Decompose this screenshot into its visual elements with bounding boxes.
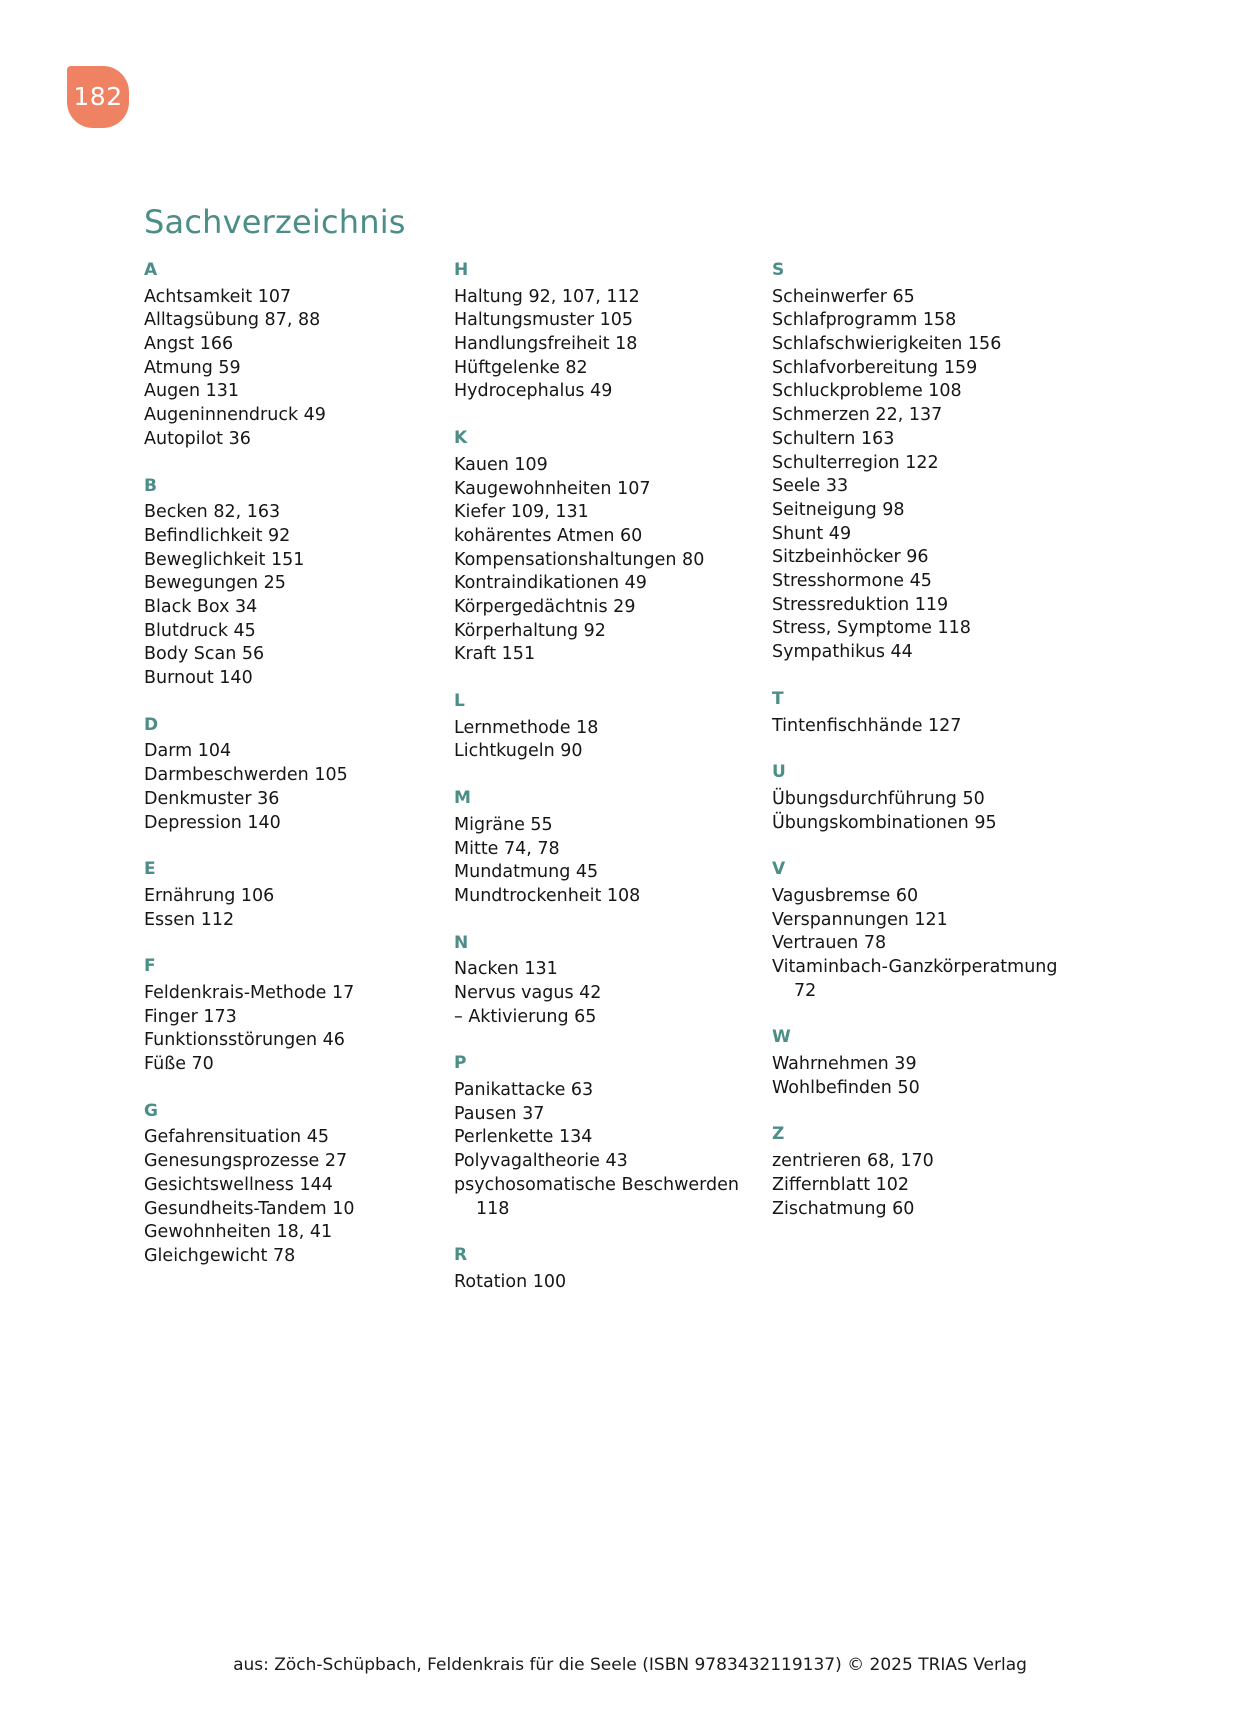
letter-group <box>144 954 454 1076</box>
index-entry: Kompensationshaltungen 80 <box>454 549 705 570</box>
index-entry: Kaugewohnheiten 107 <box>454 478 651 499</box>
index-entry: Verspannungen 121 <box>772 909 948 930</box>
index-entry: Stresshormone 45 <box>772 571 932 592</box>
letter-heading: V <box>772 859 786 880</box>
index-entry: Shunt 49 <box>772 523 852 544</box>
index-entry: Body Scan 56 <box>144 644 265 665</box>
letter-group <box>144 258 454 452</box>
letter-group <box>772 857 1102 1003</box>
letter-heading: T <box>772 688 784 709</box>
index-entry: Burnout 140 <box>144 668 253 689</box>
index-entry: Stress, Symptome 118 <box>772 618 971 639</box>
index-column-1 <box>144 258 454 1295</box>
index-entry: Denkmuster 36 <box>144 788 280 809</box>
index-entry: – Aktivierung 65 <box>454 1006 597 1027</box>
index-entry: Alltagsübung 87, 88 <box>144 310 321 331</box>
letter-heading: P <box>454 1053 467 1074</box>
letter-heading: S <box>772 260 785 280</box>
index-entry: Nervus vagus 42 <box>454 982 602 1003</box>
index-entry: Sitzbeinhöcker 96 <box>772 547 929 568</box>
index-entry: Angst 166 <box>144 334 234 355</box>
letter-group <box>772 687 1102 738</box>
index-entry: Kraft 151 <box>454 644 536 665</box>
letter-heading: K <box>454 428 468 449</box>
index-entry: Gefahrensituation 45 <box>144 1127 329 1148</box>
index-entry: Tintenfischhände 127 <box>772 715 962 736</box>
index-entry: Bewegungen 25 <box>144 573 286 594</box>
index-entry: Achtsamkeit 107 <box>144 286 292 307</box>
letter-group <box>144 713 454 835</box>
index-column-3 <box>772 258 1102 1295</box>
letter-heading: H <box>454 260 469 280</box>
index-entry: Schlafschwierigkeiten 156 <box>772 334 1002 355</box>
index-entry: Feldenkrais-Methode 17 <box>144 982 355 1003</box>
index-entry: 72 <box>794 980 817 1001</box>
letter-heading: U <box>772 762 787 783</box>
index-entry: Augen 131 <box>144 381 239 402</box>
index-entry: Vertrauen 78 <box>772 933 887 954</box>
letter-heading: G <box>144 1100 159 1121</box>
index-entry: Gleichgewicht 78 <box>144 1245 296 1266</box>
index-entry: Kauen 109 <box>454 454 548 475</box>
letter-group <box>454 1243 772 1294</box>
index-entry: Mundatmung 45 <box>454 862 599 883</box>
letter-heading: R <box>454 1245 468 1266</box>
letter-heading: D <box>144 714 159 735</box>
letter-group <box>772 1025 1102 1100</box>
index-entry: Gewohnheiten 18, 41 <box>144 1222 333 1243</box>
index-entry: Wohlbefinden 50 <box>772 1077 920 1098</box>
index-entry: Seitneigung 98 <box>772 499 905 520</box>
letter-heading: E <box>144 859 156 880</box>
index-entry: Befindlichkeit 92 <box>144 525 291 546</box>
index-entry: Mitte 74, 78 <box>454 838 560 859</box>
letter-heading: F <box>144 956 156 977</box>
index-entry: Haltung 92, 107, 112 <box>454 286 640 307</box>
index-entry: Gesichtswellness 144 <box>144 1174 333 1195</box>
index-entry: Füße 70 <box>144 1054 214 1075</box>
index-columns <box>144 258 1104 1295</box>
index-entry: Black Box 34 <box>144 597 258 618</box>
index-entry: Genesungsprozesse 27 <box>144 1151 348 1172</box>
index-entry: kohärentes Atmen 60 <box>454 525 643 546</box>
letter-group <box>454 689 772 764</box>
index-entry: Schlafvorbereitung 159 <box>772 357 978 378</box>
index-entry: Migräne 55 <box>454 814 553 835</box>
index-entry: Schluckprobleme 108 <box>772 381 962 402</box>
index-entry: Finger 173 <box>144 1006 237 1027</box>
index-entry: Handlungsfreiheit 18 <box>454 334 638 355</box>
letter-heading: M <box>454 788 472 809</box>
page-footer: aus: Zöch-Schüpbach, Feldenkrais für die Seele (ISBN 9783432119137) © 2025 TRIAS Verlag <box>233 1655 1027 1675</box>
page-title: Sachverzeichnis <box>144 203 406 241</box>
index-entry: Zischatmung 60 <box>772 1198 915 1219</box>
index-entry: psychosomatische Beschwerden <box>454 1174 740 1195</box>
index-entry: Vitaminbach-Ganzkörperatmung <box>772 957 1058 978</box>
letter-group <box>144 474 454 691</box>
index-entry: Übungsdurchführung 50 <box>772 788 985 809</box>
index-entry: Panikattacke 63 <box>454 1080 594 1101</box>
index-entry: Autopilot 36 <box>144 428 251 449</box>
index-entry: Kiefer 109, 131 <box>454 502 589 523</box>
letter-group <box>772 1122 1102 1221</box>
letter-heading: Z <box>772 1124 785 1145</box>
index-entry: Ziffernblatt 102 <box>772 1174 910 1195</box>
index-entry: Lernmethode 18 <box>454 717 599 738</box>
index-entry: Beweglichkeit 151 <box>144 549 305 570</box>
index-entry: Hydrocephalus 49 <box>454 381 613 402</box>
index-entry: Haltungsmuster 105 <box>454 310 634 331</box>
index-entry: Pausen 37 <box>454 1103 545 1124</box>
index-entry: Becken 82, 163 <box>144 502 281 523</box>
index-entry: Lichtkugeln 90 <box>454 741 583 762</box>
index-entry: Schulterregion 122 <box>772 452 939 473</box>
index-entry: Augeninnendruck 49 <box>144 405 326 426</box>
letter-group <box>772 760 1102 835</box>
letter-group <box>454 1051 772 1221</box>
index-entry: Essen 112 <box>144 909 235 930</box>
index-entry: Perlenkette 134 <box>454 1127 593 1148</box>
index-entry: Nacken 131 <box>454 959 558 980</box>
index-entry: Gesundheits-Tandem 10 <box>144 1198 355 1219</box>
index-entry: Funktionsstörungen 46 <box>144 1030 345 1051</box>
index-entry: Sympathikus 44 <box>772 642 913 663</box>
index-entry: Hüftgelenke 82 <box>454 357 588 378</box>
index-entry: Wahrnehmen 39 <box>772 1054 917 1075</box>
index-entry: Mundtrockenheit 108 <box>454 885 641 906</box>
letter-group <box>454 931 772 1030</box>
index-entry: Schlafprogramm 158 <box>772 310 957 331</box>
index-entry: Übungskombinationen 95 <box>772 812 997 833</box>
letter-heading: L <box>454 691 466 712</box>
letter-heading: A <box>144 260 158 280</box>
index-entry: Darm 104 <box>144 741 232 762</box>
index-entry: Atmung 59 <box>144 357 241 378</box>
index-entry: Kontraindikationen 49 <box>454 573 647 594</box>
index-entry: zentrieren 68, 170 <box>772 1151 934 1172</box>
letter-heading: N <box>454 932 469 953</box>
index-entry: Rotation 100 <box>454 1271 567 1292</box>
index-entry: Darmbeschwerden 105 <box>144 765 348 786</box>
index-entry: Ernährung 106 <box>144 885 275 906</box>
letter-group <box>772 258 1102 665</box>
index-entry: Vagusbremse 60 <box>772 885 919 906</box>
index-entry: Depression 140 <box>144 812 281 833</box>
index-entry: 118 <box>476 1198 510 1219</box>
index-entry: Schmerzen 22, 137 <box>772 405 943 426</box>
index-entry: Blutdruck 45 <box>144 620 256 641</box>
letter-heading: W <box>772 1027 792 1048</box>
index-entry: Stressreduktion 119 <box>772 594 949 615</box>
index-entry: Körpergedächtnis 29 <box>454 597 636 618</box>
index-entry: Scheinwerfer 65 <box>772 286 915 307</box>
letter-group <box>454 426 772 667</box>
index-entry: Seele 33 <box>772 476 849 497</box>
index-entry: Körperhaltung 92 <box>454 620 606 641</box>
page-number-badge <box>67 66 129 128</box>
letter-group <box>144 1099 454 1269</box>
index-entry: Polyvagaltheorie 43 <box>454 1151 628 1172</box>
letter-group <box>454 258 772 404</box>
index-entry: Schultern 163 <box>772 428 895 449</box>
letter-group <box>454 786 772 908</box>
letter-heading: B <box>144 475 158 496</box>
index-column-2 <box>454 258 772 1295</box>
page-number: 182 <box>73 81 123 111</box>
letter-group <box>144 857 454 932</box>
